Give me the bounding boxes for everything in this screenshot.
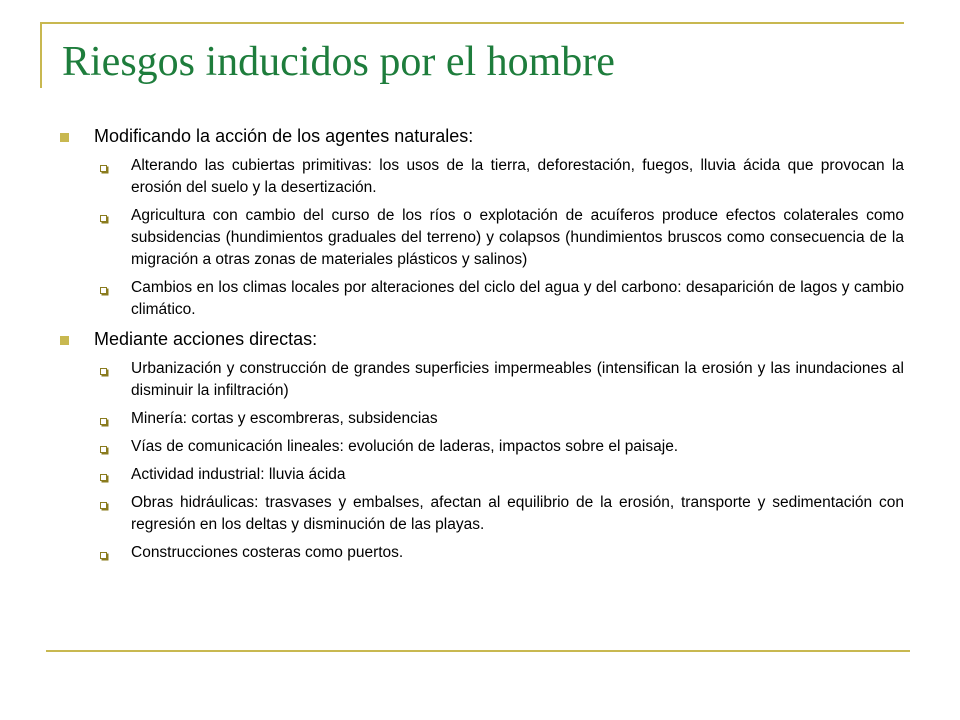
section-heading-text: Modificando la acción de los agentes naturales: bbox=[94, 126, 474, 146]
hollow-square-bullet-icon bbox=[100, 552, 107, 559]
list-item-text: Construcciones costeras como puertos. bbox=[131, 544, 404, 561]
list-item-text: Agricultura con cambio del curso de los ríos o explotación de acuíferos produce efectos colaterales como subsidencias (hundimientos graduales del terreno) y colapsos (hundimientos bruscos como consecuencia de la migración a otras zonas de materiales plásticos y salinos) bbox=[131, 207, 904, 268]
list-item bbox=[94, 155, 904, 199]
list-item bbox=[94, 358, 904, 402]
list-item-text: Minería: cortas y escombreras, subsidencias bbox=[131, 410, 438, 427]
section-heading-direct-actions bbox=[58, 327, 904, 351]
list-item bbox=[94, 205, 904, 271]
square-bullet-icon bbox=[60, 133, 69, 142]
list-item bbox=[94, 542, 904, 564]
list-item bbox=[94, 436, 904, 458]
section-heading-natural-agents bbox=[58, 124, 904, 148]
hollow-square-bullet-icon bbox=[100, 474, 107, 481]
list-item bbox=[94, 277, 904, 321]
hollow-square-bullet-icon bbox=[100, 418, 107, 425]
hollow-square-bullet-icon bbox=[100, 446, 107, 453]
list-item-text: Vías de comunicación lineales: evolución de laderas, impactos sobre el paisaje. bbox=[131, 438, 679, 455]
hollow-square-bullet-icon bbox=[100, 502, 107, 509]
list-item-text: Cambios en los climas locales por alteraciones del ciclo del agua y del carbono: desaparición de lagos y cambio climático. bbox=[131, 279, 904, 318]
hollow-square-bullet-icon bbox=[100, 165, 107, 172]
hollow-square-bullet-icon bbox=[100, 215, 107, 222]
list-item bbox=[94, 408, 904, 430]
hollow-square-bullet-icon bbox=[100, 287, 107, 294]
section-heading-text: Mediante acciones directas: bbox=[94, 329, 318, 349]
slide-title: Riesgos inducidos por el hombre bbox=[62, 39, 615, 85]
left-rule bbox=[40, 22, 42, 88]
list-item bbox=[94, 464, 904, 486]
bottom-rule bbox=[46, 650, 910, 652]
list-item-text: Alterando las cubiertas primitivas: los usos de la tierra, deforestación, fuegos, lluvia ácida que provocan la erosión del suelo y la desertización. bbox=[131, 157, 904, 196]
list-item-text: Urbanización y construcción de grandes superficies impermeables (intensifican la erosión y las inundaciones al disminuir la infiltración) bbox=[131, 360, 904, 399]
list-item-text: Actividad industrial: lluvia ácida bbox=[131, 466, 346, 483]
hollow-square-bullet-icon bbox=[100, 368, 107, 375]
list-item bbox=[94, 492, 904, 536]
top-rule bbox=[40, 22, 904, 24]
list-item-text: Obras hidráulicas: trasvases y embalses, afectan al equilibrio de la erosión, transporte y sedimentación con regresión en los deltas y disminución de las playas. bbox=[131, 494, 904, 533]
slide-content bbox=[58, 124, 904, 570]
square-bullet-icon bbox=[60, 336, 69, 345]
